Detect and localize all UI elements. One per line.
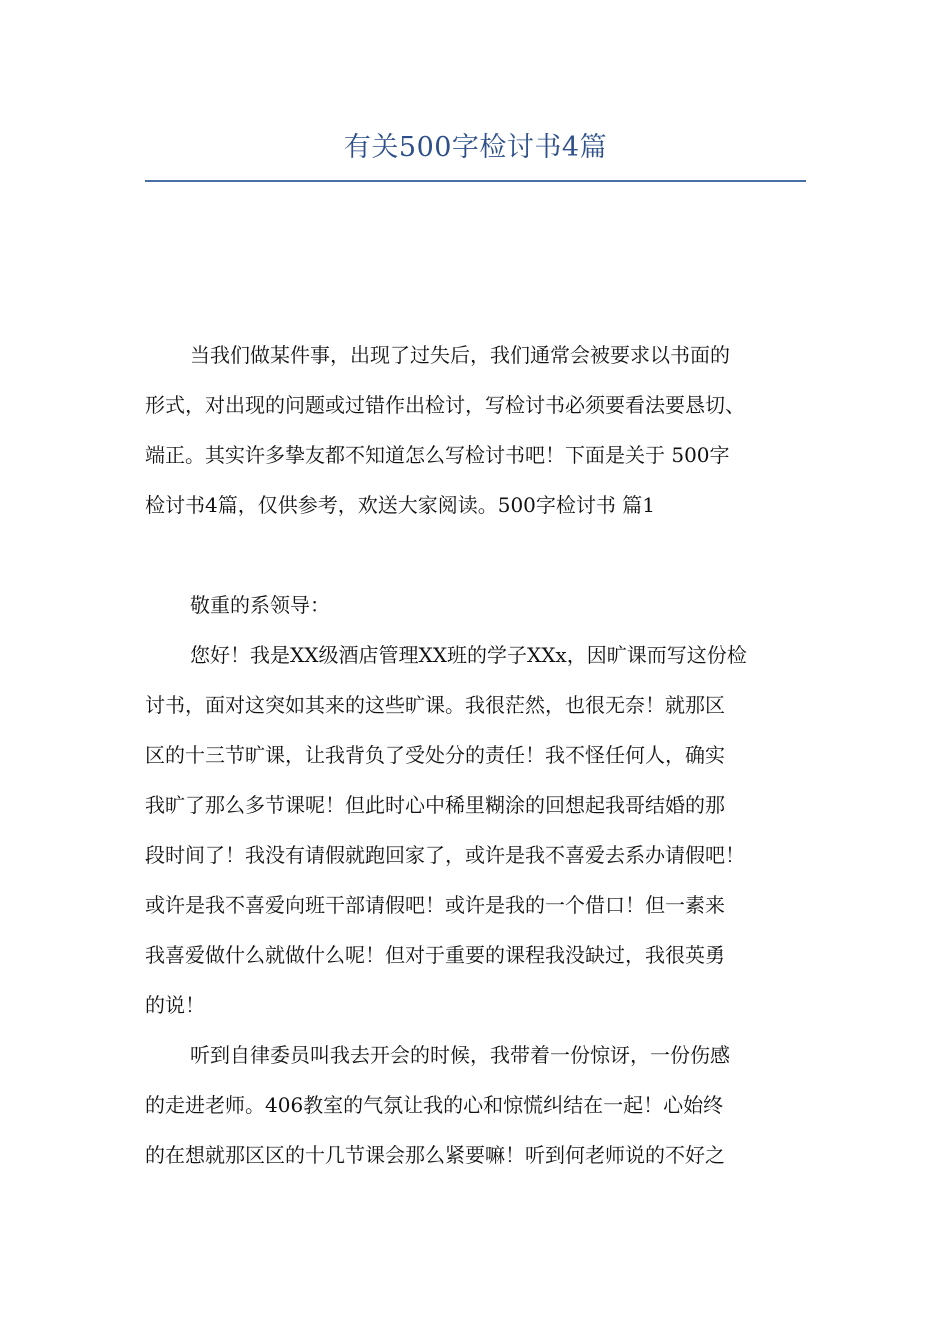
document-title: 有关500字检讨书4篇 [343,132,608,163]
salutation: 敬重的系领导： [190,593,330,617]
body-line: 或许是我不喜爱向班干部请假吧！或许是我的一个借口！但一素来 [145,893,725,917]
body-line: 的说！ [145,993,205,1017]
body-line: 段时间了！我没有请假就跑回家了，或许是我不喜爱去系办请假吧！ [145,843,745,867]
body-line: 的走进老师。406教室的气氛让我的心和惊慌纠结在一起！心始终 [145,1093,724,1117]
body-line: 我喜爱做什么就做什么呢！但对于重要的课程我没缺过，我很英勇 [145,943,725,967]
body-line: 区的十三节旷课，让我背负了受处分的责任！我不怪任何人，确实 [145,743,725,767]
body-line: 讨书，面对这突如其来的这些旷课。我很茫然，也很无奈！就那区 [145,693,725,717]
body-line: 形式，对出现的问题或过错作出检讨，写检讨书必须要看法要恳切、 [145,393,745,417]
body-line: 的在想就那区区的十几节课会那么紧要嘛！听到何老师说的不好之 [145,1143,725,1167]
body-line: 检讨书4篇，仅供参考，欢送大家阅读。500字检讨书 篇1 [145,493,655,517]
body-line: 您好！我是XX级酒店管理XX班的学子XXx，因旷课而写这份检 [190,643,747,667]
title-underline [145,180,806,182]
body-line: 听到自律委员叫我去开会的时候，我带着一份惊讶，一份伤感 [190,1043,730,1067]
body-line: 当我们做某件事，出现了过失后，我们通常会被要求以书面的 [190,343,730,367]
body-line: 我旷了那么多节课呢！但此时心中稀里糊涂的回想起我哥结婚的那 [145,793,725,817]
body-line: 端正。其实许多挚友都不知道怎么写检讨书吧！下面是关于 500字 [145,443,730,467]
